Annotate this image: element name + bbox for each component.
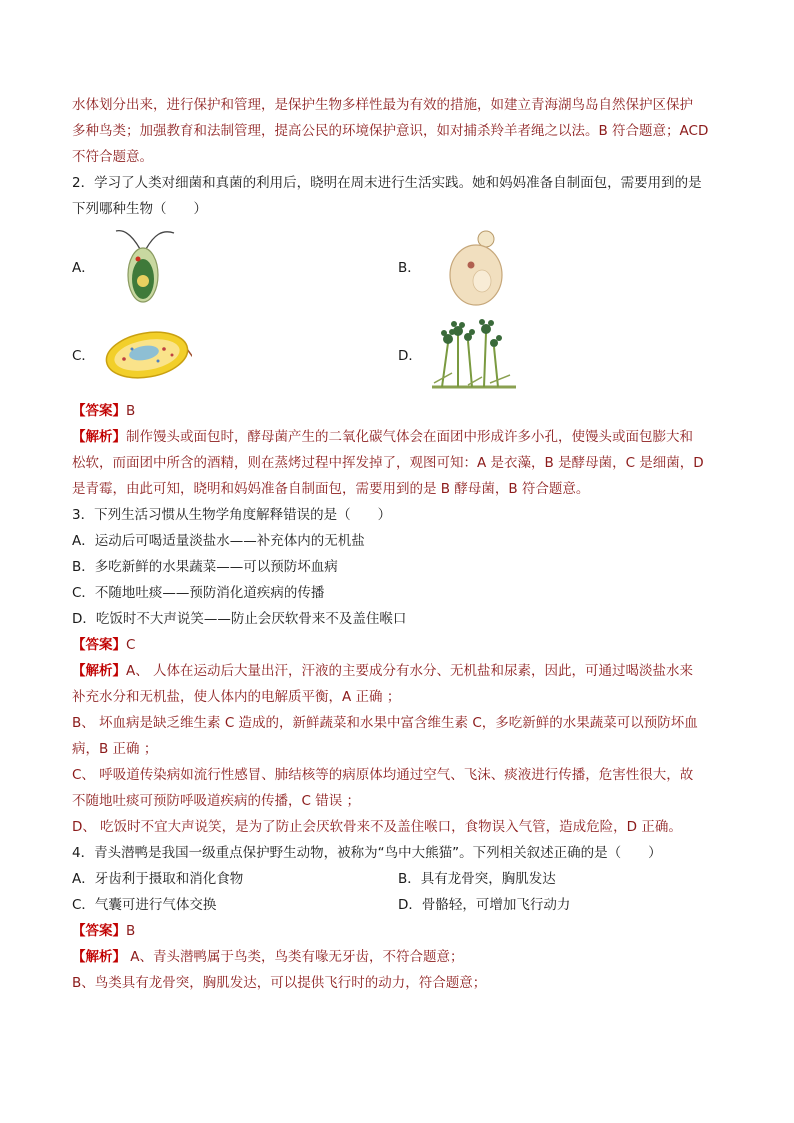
answer-tag: 【答案】 (72, 637, 126, 653)
q3-analysis-line: 病，B 正确 ； (72, 741, 158, 757)
q4-analysis (72, 944, 724, 970)
intro-line: 水体划分出来，进行保护和管理，是保护生物多样性最为有效的措施，如建立青海湖鸟岛自然保护区保护 (72, 97, 693, 113)
q2-analysis-line: 是青霉，由此可知，晓明和妈妈准备自制面包，需要用到的是 B 酵母菌，B 符合题意。 (72, 481, 590, 497)
q3-analysis-line: C、 呼吸道传染病如流行性感冒、肺结核等的病原体均通过空气、飞沫、痰液进行传播，危害性很大，故 (72, 767, 694, 783)
q4-stem: 4．青头潜鸭是我国一级重点保护野生动物，被称为“鸟中大熊猫”。下列相关叙述正确的是（ ） (72, 845, 662, 861)
q3-option-c[interactable]: C．不随地吐痰——预防消化道疾病的传播 (72, 585, 325, 601)
yeast-image (428, 225, 518, 307)
q4-option-c[interactable]: C．气囊可进行气体交换 (72, 897, 217, 913)
q2-options-row-2 (72, 310, 724, 398)
answer-tag: 【答案】 (72, 403, 126, 419)
answer-value: C (126, 637, 136, 653)
q2-option-b[interactable] (398, 222, 724, 310)
q4-option-a[interactable]: A．牙齿利于摄取和消化食物 (72, 871, 244, 887)
analysis-tag: 【解析】 (72, 663, 126, 679)
q4-option-b[interactable]: B．具有龙骨突，胸肌发达 (398, 871, 556, 887)
q3-option-b[interactable]: B．多吃新鲜的水果蔬菜——可以预防坏血病 (72, 559, 338, 575)
q2-option-a[interactable] (72, 222, 398, 310)
q4-analysis-line: B、鸟类具有龙骨突，胸肌发达，可以提供飞行时的动力，符合题意； (72, 975, 487, 991)
q3-analysis-line: B、 坏血病是缺乏维生素 C 造成的，新鲜蔬菜和水果中富含维生素 C，多吃新鲜的水果蔬菜可以预防坏血 (72, 715, 698, 731)
q3-analysis (72, 658, 724, 684)
q2-analysis (72, 424, 724, 450)
q2-answer (72, 398, 724, 424)
q3-option-a[interactable]: A．运动后可喝适量淡盐水——补充体内的无机盐 (72, 533, 365, 549)
analysis-tag: 【解析】 (72, 429, 126, 445)
option-label: D． (398, 348, 422, 364)
analysis-text: A、青头潜鸭属于鸟类，鸟类有喙无牙齿，不符合题意； (126, 949, 464, 965)
q4-option-d[interactable]: D．骨骼轻，可增加飞行动力 (398, 897, 571, 913)
q2-options-row-1 (72, 222, 724, 310)
analysis-text: A、 人体在运动后大量出汗，汗液的主要成分有水分、无机盐和尿素，因此，可通过喝淡盐水来 (126, 663, 694, 679)
answer-tag: 【答案】 (72, 923, 126, 939)
answer-value: B (126, 923, 136, 939)
bacterium-image (102, 313, 192, 395)
q4-options-row-1 (72, 866, 724, 892)
answer-value: B (126, 403, 136, 419)
option-label: B． (398, 260, 421, 276)
q2-stem: 下列哪种生物（ ） (72, 201, 207, 217)
q3-analysis-line: 补充水分和无机盐，使人体内的电解质平衡，A 正确 ； (72, 689, 401, 705)
q2-option-d[interactable] (398, 310, 724, 398)
q2-stem: 2．学习了人类对细菌和真菌的利用后，晓明在周末进行生活实践。她和妈妈准备自制面包，需要用到的是 (72, 175, 702, 191)
document-page (72, 92, 724, 996)
q3-analysis-line: D、 吃饭时不宜大声说笑，是为了防止会厌软骨来不及盖住喉口，食物误入气管，造成危险，D 正确。 (72, 819, 682, 835)
intro-line: 多种鸟类；加强教育和法制管理，提高公民的环境保护意识，如对捕杀羚羊者绳之以法。B 符合题意；ACD (72, 123, 709, 139)
q3-stem: 3．下列生活习惯从生物学角度解释错误的是（ ） (72, 507, 392, 523)
q3-answer (72, 632, 724, 658)
q2-option-c[interactable] (72, 310, 398, 398)
analysis-text: 制作馒头或面包时，酵母菌产生的二氧化碳气体会在面团中形成许多小孔，使馒头或面包膨大和 (126, 429, 693, 445)
q3-analysis-line: 不随地吐痰可预防呼吸道疾病的传播，C 错误 ； (72, 793, 361, 809)
analysis-tag: 【解析】 (72, 949, 126, 965)
chlamydomonas-image (102, 225, 192, 307)
intro-line: 不符合题意。 (72, 149, 153, 165)
q4-answer (72, 918, 724, 944)
q3-option-d[interactable]: D．吃饭时不大声说笑——防止会厌软骨来不及盖住喉口 (72, 611, 407, 627)
q2-analysis-line: 松软，而面团中所含的酒精，则在蒸烤过程中挥发掉了，观图可知：A 是衣藻，B 是酵母菌，C 是细菌，D (72, 455, 704, 471)
option-label: C． (72, 348, 95, 364)
q4-options-row-2 (72, 892, 724, 918)
penicillium-image (428, 313, 518, 395)
option-label: A． (72, 260, 95, 276)
